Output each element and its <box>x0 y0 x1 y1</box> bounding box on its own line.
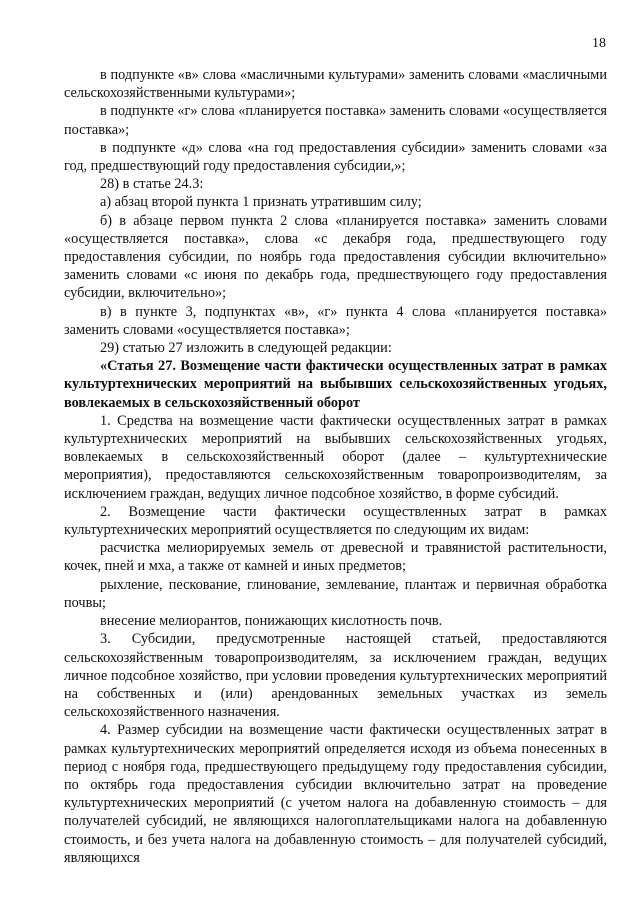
document-body <box>64 66 607 867</box>
paragraph: внесение мелиорантов, понижающих кислотность почв. <box>100 613 443 630</box>
paragraph: 2. Возмещение части фактически осуществленных затрат в рамках культуртехнических мероприятий осуществляется по следующим их видам: <box>64 503 607 539</box>
paragraph: 28) в статье 24.3: <box>100 176 204 193</box>
page-number: 18 <box>592 36 606 51</box>
paragraph: а) абзац второй пункта 1 признать утратившим силу; <box>100 194 422 211</box>
article-heading: «Статья 27. Возмещение части фактически осуществленных затрат в рамках культуртехнических мероприятий на выбывших сельскохозяйственных угодьях, вовлекаемых в сельскохозяйственный оборот <box>64 358 607 411</box>
paragraph: рыхление, пескование, глинование, землевание, плантаж и первичная обработка почвы; <box>64 576 607 611</box>
paragraph: в подпункте «г» слова «планируется поставка» заменить словами «осуществляется поставка»; <box>64 103 607 138</box>
paragraph: в подпункте «в» слова «масличными культурами» заменить словами «масличными сельскохозяйственными культурами»; <box>64 67 607 102</box>
paragraph: б) в абзаце первом пункта 2 слова «планируется поставка» заменить словами «осуществляется поставка», слова «с декабря года, предшествующего году предоставления субсидии, по ноябрь года предоставления субсидии включительно» заменить словами «с июня по декабрь года, предшествующего году предоставления субсидии, включительно»; <box>64 212 607 302</box>
paragraph: в) в пункте 3, подпунктах «в», «г» пункта 4 слова «планируется поставка» заменить словами «осуществляется поставка»; <box>64 303 607 338</box>
paragraph: 1. Средства на возмещение части фактически осуществленных затрат в рамках культуртехнических мероприятий на выбывших сельскохозяйственных угодьях, вовлекаемых в сельскохозяйственный оборот (далее – культуртехнические мероприятия), предоставляются сельскохозяйственным товаропроизводителям, за исключением граждан, ведущих личное подсобное хозяйство, в форме субсидий. <box>64 412 607 502</box>
paragraph: 29) статью 27 изложить в следующей редакции: <box>100 340 392 357</box>
paragraph: 4. Размер субсидии на возмещение части фактически осуществленных затрат в рамках культуртехнических мероприятий определяется исходя из объема понесенных в период с ноября года, предшествующего предыдущему году предоставления субсидии, по октябрь года предоставления субсидии включительно затрат на проведение культуртехнических мероприятий (с учетом налога на добавленную стоимость – для получателей субсидий, не являющихся налогоплательщиками налога на добавленную стоимость, и без учета налога на добавленную стоимость – для получателей субсидий, являющихся <box>64 722 607 866</box>
paragraph: расчистка мелиорируемых земель от древесной и травянистой растительности, кочек, пней и мха, а также от камней и иных предметов; <box>64 540 607 575</box>
paragraph: в подпункте «д» слова «на год предоставления субсидии» заменить словами «за год, предшествующий году предоставления субсидии,»; <box>64 139 607 175</box>
paragraph: 3. Субсидии, предусмотренные настоящей статьей, предоставляются сельскохозяйственным товаропроизводителям, за исключением граждан, ведущих личное подсобное хозяйство, при условии проведения культуртехнических мероприятий на собственных и (или) арендованных земельных участках из земель сельскохозяйственного назначения. <box>64 631 607 721</box>
